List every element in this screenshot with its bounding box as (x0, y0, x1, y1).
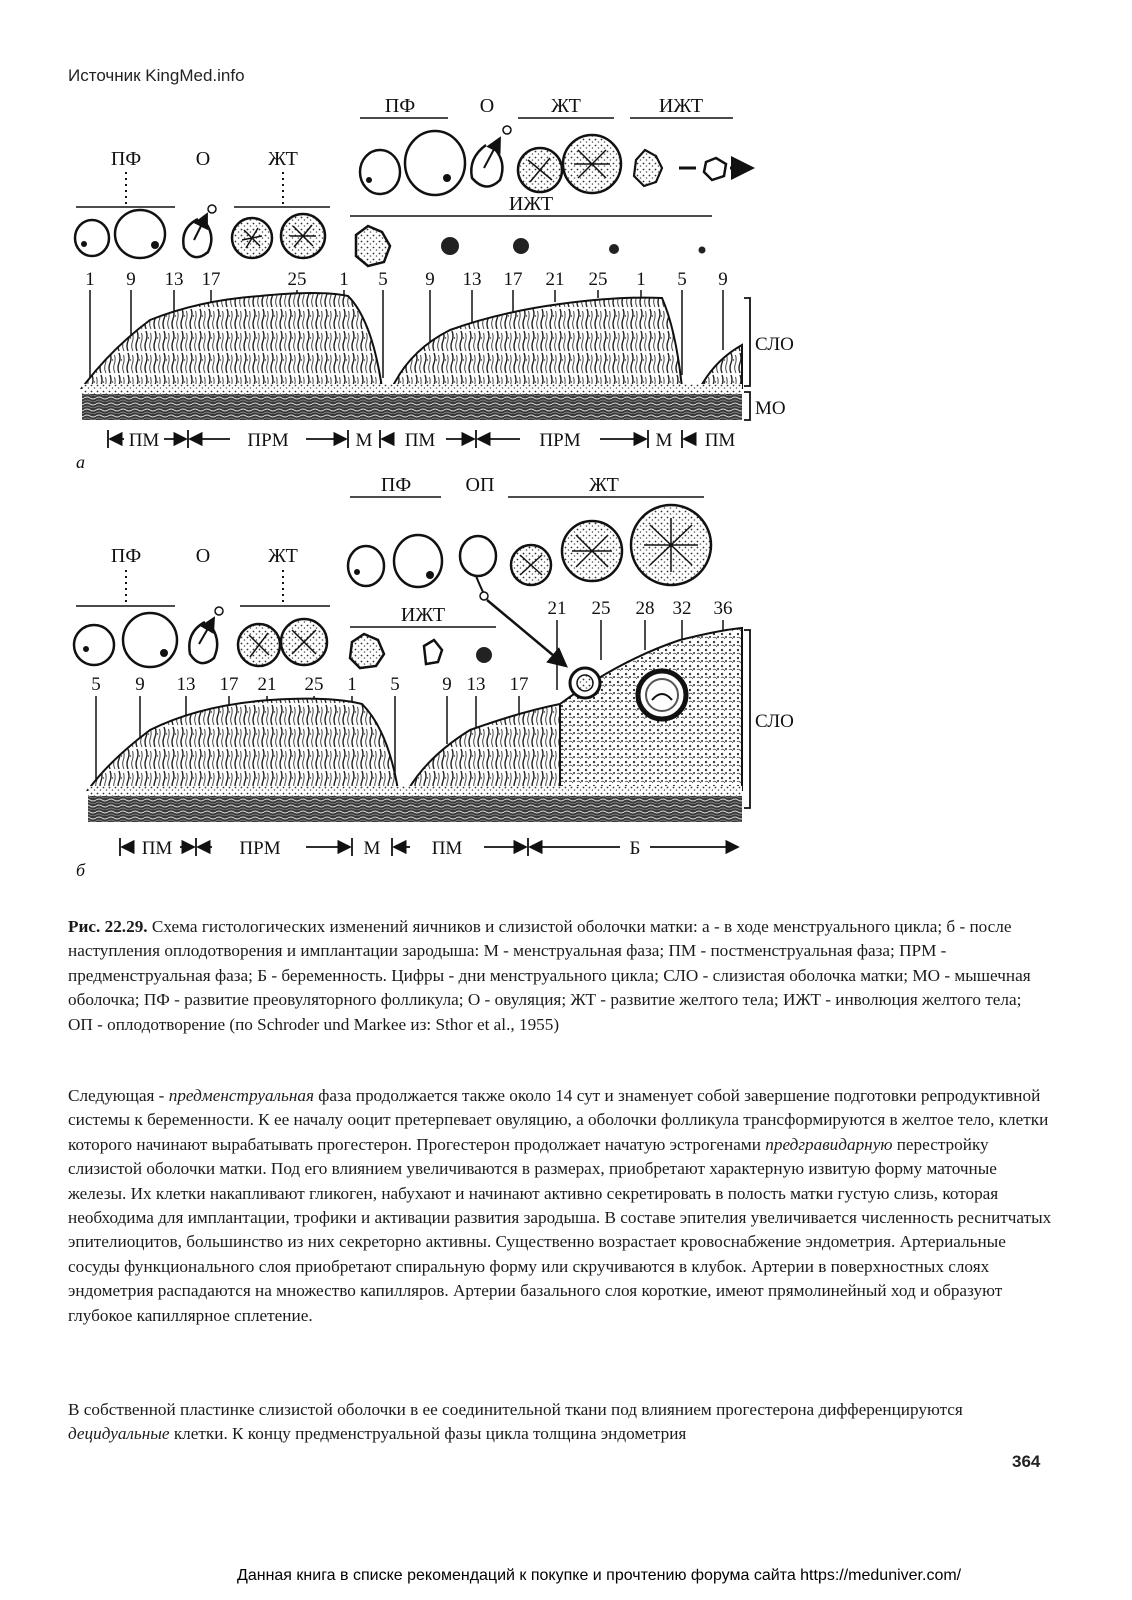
involution-icon (609, 244, 619, 254)
caption-text: Схема гистологических изменений яичников и слизистой оболочки матки: а - в ходе менструального цикла; б - после наступления оплодотворения и имплантации зародыша: М - менструальная фаза; ПМ - постменструальная фаза; ПРМ - предменструальная фаза; Б - беременность. Цифры - дни менструального цикла; СЛО - слизистая оболочка матки; МО - мышечная оболочка; ПФ - развитие преовуляторного фолликула; О - овуляция; ЖТ - развитие желтого тела; ИЖТ - инволюция желтого тела; ОП - оплодотворение (по Schroder und Markee из: Sthor et al., 1955) (68, 917, 1031, 1034)
phase-label: М (363, 838, 381, 859)
day-number: 1 (339, 269, 349, 290)
label-op-b2: ОП (465, 474, 495, 496)
footer-note: Данная книга в списке рекомендаций к покупке и прочтению форума сайта https://meduniver.com/ (237, 1567, 962, 1584)
day-number: 5 (677, 269, 687, 290)
layer-slo-a: СЛО (755, 334, 794, 355)
day-number: 13 (462, 269, 482, 290)
label-izht-b: ИЖТ (400, 604, 446, 626)
day-number: 1 (85, 269, 95, 290)
p1-text-3: перестройку слизистой оболочки матки. Под его влиянием увеличиваются в размерах, приобретают характерную извитую форму маточные железы. Их клетки накапливают гликоген, набухают и начинают активно секретировать в полость матки густую слизь, которая необходима для имплантации, трофики и активации развития зародыша. В составе эпителия увеличивается численность реснитчатых эпителиоцитов, большинство из них секреторно активны. Существенно возрастает кровоснабжение эндометрия. Артериальные сосуды функционального слоя приобретают спиральную форму или скручиваются в клубок. Артерии в поверхностных слоях эндометрия распадаются на множество капилляров. Артерии базального слоя короткие, имеют прямолинейный ход и образуют глубокое капиллярное сплетение. (68, 1134, 1052, 1325)
phase-label: ПРМ (539, 430, 581, 451)
day-number: 32 (672, 598, 692, 619)
follicle-icon (75, 220, 109, 256)
label-izht-a: ИЖТ (508, 193, 554, 215)
day-number: 9 (126, 269, 136, 290)
follicle-icon (348, 546, 384, 586)
involution-icon (424, 640, 442, 664)
fertilization-icon (460, 536, 496, 576)
involution-icon (350, 634, 384, 668)
day-number: 17 (503, 269, 523, 290)
day-number: 21 (547, 598, 567, 619)
ovulation-icon (183, 219, 211, 257)
day-number: 1 (347, 674, 357, 695)
phase-label: М (355, 430, 373, 451)
day-number: 25 (287, 269, 307, 290)
day-number: 5 (390, 674, 400, 695)
label-o-a1: О (195, 148, 211, 170)
label-zht-b1: ЖТ (268, 545, 298, 567)
follicle-icon (74, 625, 114, 665)
label-pf-a2: ПФ (384, 95, 416, 117)
follicle-icon (394, 535, 442, 587)
follicle-icon (405, 131, 465, 195)
label-izht-a2: ИЖТ (658, 95, 704, 117)
muscle-layer (88, 796, 742, 822)
label-o-a2: О (479, 95, 495, 117)
layer-mo-a: МО (755, 398, 786, 419)
phase-label: Б (629, 838, 641, 859)
p1-term-1: предменструальная (168, 1086, 314, 1105)
phase-label: ПРМ (247, 430, 289, 451)
day-number: 9 (425, 269, 435, 290)
day-number: 17 (509, 674, 529, 695)
day-number: 13 (176, 674, 196, 695)
endometrium-layer (392, 298, 682, 388)
day-number: 25 (588, 269, 608, 290)
ovulation-icon (471, 145, 502, 187)
day-number: 17 (201, 269, 221, 290)
day-number: 13 (466, 674, 486, 695)
muscle-layer (82, 394, 742, 420)
day-number: 13 (164, 269, 184, 290)
label-o-b1: О (195, 545, 211, 567)
involution-icon (513, 238, 529, 254)
source-label: Источник KingMed.info (68, 66, 245, 85)
phase-label: ПМ (128, 430, 160, 451)
endometrium-layer (700, 345, 742, 388)
label-pf-b1: ПФ (110, 545, 142, 567)
panel-label-a: а (76, 452, 85, 472)
phase-label: ПМ (404, 430, 436, 451)
panel-label-b: б (76, 860, 86, 880)
label-pf-b2: ПФ (380, 474, 412, 496)
label-pf-a1: ПФ (110, 148, 142, 170)
label-zht-b2: ЖТ (589, 474, 619, 496)
day-number: 9 (135, 674, 145, 695)
phase-label: ПРМ (239, 838, 281, 859)
day-number: 9 (718, 269, 728, 290)
day-number: 21 (257, 674, 277, 695)
paragraph-2 (68, 1398, 1058, 1447)
day-number: 25 (591, 598, 611, 619)
day-number: 5 (91, 674, 101, 695)
involution-icon (356, 226, 390, 266)
figure-caption (68, 915, 1048, 1037)
day-number: 17 (219, 674, 239, 695)
involution-icon (704, 158, 726, 180)
involution-icon (699, 247, 706, 254)
p1-term-2: предгравидарную (765, 1134, 893, 1154)
follicle-icon (360, 150, 400, 194)
p1-text-2: фаза продолжается также около 14 сут и знаменует собой завершение подготовки репродуктивной системы к беременности. К ее началу ооцит претерпевает овуляцию, а оболочки фолликула трансформируются в желтое тело, клетки которого начинают вырабатывать прогестерон. Прогестерон продолжает начатую эстрогенами (68, 1086, 1049, 1154)
label-zht-a1: ЖТ (268, 148, 298, 170)
phase-label: М (655, 430, 673, 451)
p2-text-1: В собственной пластинке слизистой оболочки в ее соединительной ткани под влиянием прогестерона дифференцируются (68, 1400, 963, 1419)
involution-icon (441, 237, 459, 255)
p2-term-1: децидуальные (68, 1424, 170, 1444)
day-number: 1 (636, 269, 646, 290)
day-number: 21 (545, 269, 565, 290)
paragraph-1 (68, 1084, 1058, 1328)
page-number: 364 (1012, 1452, 1041, 1471)
follicle-icon (123, 613, 177, 667)
endometrium-layer (88, 699, 398, 790)
p2-text-2: клетки. К концу предменструальной фазы цикла толщина эндометрия (169, 1424, 687, 1444)
phase-label: ПМ (704, 430, 736, 451)
day-number: 25 (304, 674, 324, 695)
p1-text-1: Следующая - (68, 1086, 169, 1105)
ovulation-icon (189, 622, 217, 663)
day-number: 9 (442, 674, 452, 695)
panel-a (75, 95, 794, 472)
day-number: 36 (713, 598, 733, 619)
day-number: 28 (635, 598, 655, 619)
follicle-icon (115, 210, 165, 258)
involution-icon (634, 150, 662, 186)
involution-icon (476, 647, 492, 663)
phase-label: ПМ (431, 838, 463, 859)
caption-label: Рис. 22.29. (68, 917, 148, 936)
panel-b (74, 474, 794, 880)
endometrium-layer (82, 293, 382, 388)
layer-slo-b: СЛО (755, 711, 794, 732)
endometrium-layer (408, 704, 560, 790)
day-number: 5 (378, 269, 388, 290)
phase-label: ПМ (141, 838, 173, 859)
label-zht-a2: ЖТ (551, 95, 581, 117)
